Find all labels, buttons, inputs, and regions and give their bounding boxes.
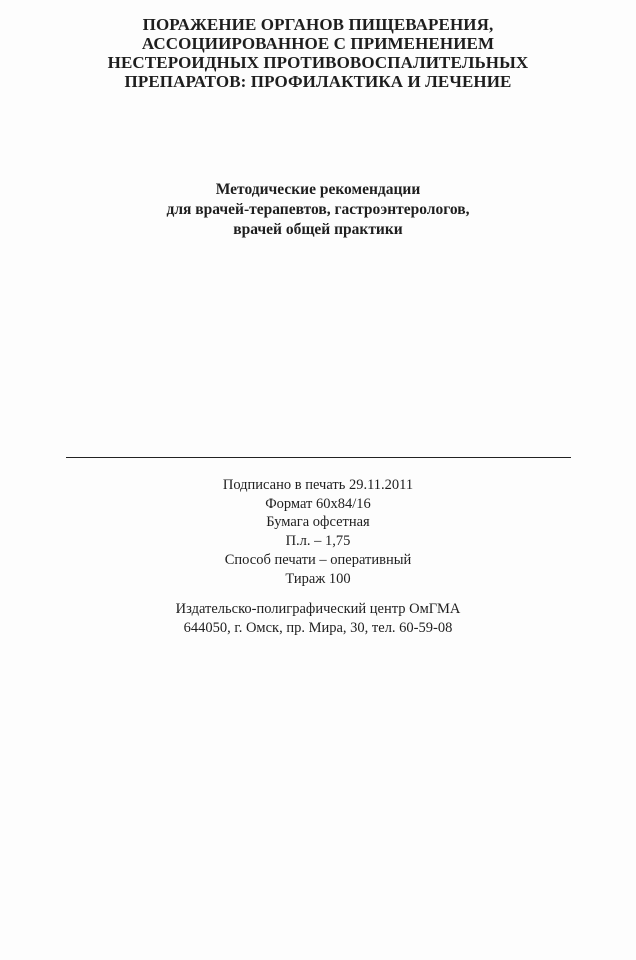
subtitle-line: для врачей-терапевтов, гастроэнтерологов, — [166, 201, 470, 218]
horizontal-divider — [66, 457, 571, 458]
title-line: ПРЕПАРАТОВ: ПРОФИЛАКТИКА И ЛЕЧЕНИЕ — [124, 72, 512, 91]
printed-sheets: П.л. – 1,75 — [285, 533, 351, 550]
imprint-details — [0, 476, 636, 588]
paper-type: Бумага офсетная — [266, 514, 370, 531]
document-title — [0, 15, 636, 91]
title-line: ПОРАЖЕНИЕ ОРГАНОВ ПИЩЕВАРЕНИЯ, — [142, 15, 494, 34]
subtitle-line: врачей общей практики — [233, 221, 403, 238]
print-method: Способ печати – оперативный — [224, 551, 412, 568]
title-line: АССОЦИИРОВАННОЕ С ПРИМЕНЕНИЕМ — [141, 34, 495, 53]
signed-for-print: Подписано в печать 29.11.2011 — [222, 477, 414, 493]
title-line: НЕСТЕРОИДНЫХ ПРОТИВОВОСПАЛИТЕЛЬНЫХ — [107, 53, 529, 72]
publisher-name: Издательско-полиграфический центр ОмГМА — [175, 601, 461, 617]
document-subtitle — [0, 180, 636, 240]
subtitle-line: Методические рекомендации — [215, 181, 421, 198]
publisher-info — [0, 600, 636, 637]
circulation: Тираж 100 — [285, 570, 351, 587]
paper-format: Формат 60х84/16 — [265, 495, 371, 512]
publisher-address: 644050, г. Омск, пр. Мира, 30, тел. 60-59-08 — [183, 619, 453, 636]
